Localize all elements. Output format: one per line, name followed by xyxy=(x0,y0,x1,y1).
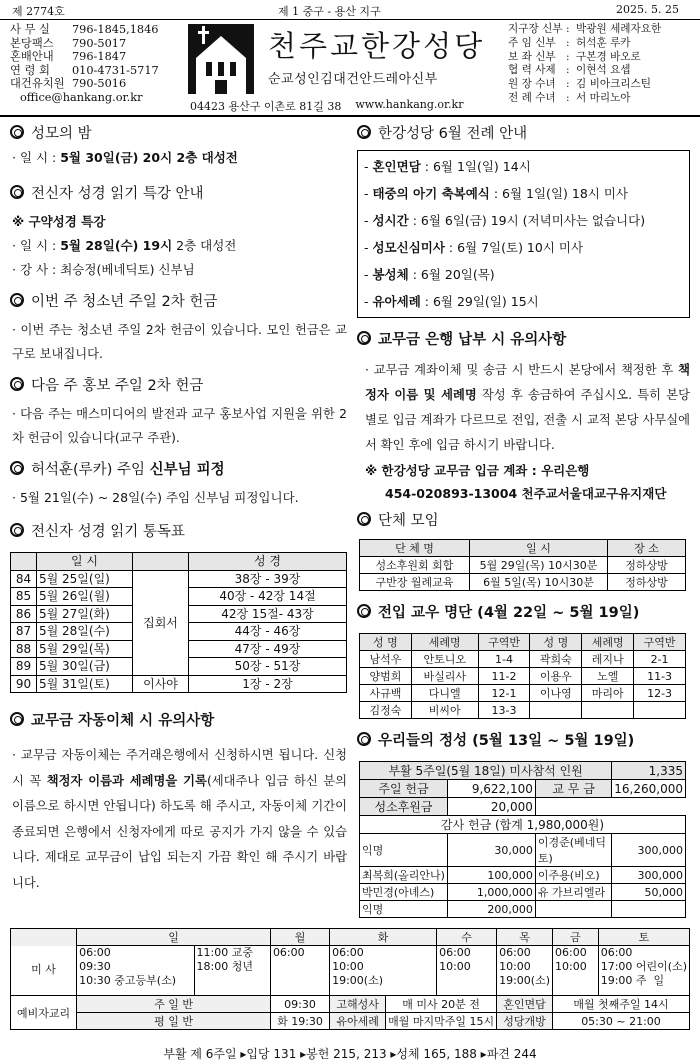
parish-name: 천주교한강성당 xyxy=(268,29,486,63)
table-row: 양범희 바실리사 11-2 이용우 노엘 11-3 xyxy=(360,668,686,685)
contact-list: 사 무 실 796-1845,1846 본당팩스 790-5017 혼배안내 796-1847 연 령 회 010-4731-5717 대건유치원 790-5016 office@hankang.or.kr xyxy=(10,23,159,104)
right-column xyxy=(357,118,690,918)
table-row: 남석우 안토니오 1-4 곽희숙 레지나 2-1 xyxy=(360,651,686,668)
list-item: - 혼인면담 : 6월 1일(일) 14시 xyxy=(364,159,531,174)
double-circle-icon xyxy=(10,125,24,139)
friday-mass: 06:00 10:00 xyxy=(553,946,599,996)
website-link[interactable]: www.hankang.or.kr xyxy=(355,98,464,111)
section-title: 교무금 은행 납부 시 유의사항 xyxy=(357,318,690,358)
bank-account-number: 454-020893-13004 천주교서울대교구유지재단 xyxy=(385,486,667,501)
section-title: 성모의 밤 xyxy=(10,118,347,144)
double-circle-icon xyxy=(10,461,24,475)
parish-motto: 순교성인김대건안드레아신부 xyxy=(268,72,438,87)
table-row: 익명 200,000 xyxy=(360,901,686,918)
list-item: - 봉성체 : 6월 20일(목) xyxy=(364,267,495,282)
table-row: 90 5월 31일(토) 이사야 1장 - 2장 xyxy=(11,675,347,693)
monday-mass: 06:00 xyxy=(270,946,329,996)
issue-number: 제 2774호 xyxy=(12,5,65,18)
table-row: 익명 30,000 이경준(베네딕토) 300,000 xyxy=(360,834,686,867)
hymn-footer: 부활 제 6주일 ▸입당 131 ▸봉헌 215, 213 ▸성체 165, 188 ▸파견 244 xyxy=(163,1047,537,1061)
section-title: 우리들의 정성 (5월 13일 ~ 5월 19일) xyxy=(357,719,690,761)
double-circle-icon xyxy=(10,293,24,307)
double-circle-icon xyxy=(10,712,24,726)
sunday-mass: 06:00 09:30 10:30 중고등부(소) xyxy=(77,946,194,996)
address-line xyxy=(190,98,463,114)
list-item: - 성모신심미사 : 6월 7일(토) 10시 미사 xyxy=(364,240,584,255)
church-logo-icon xyxy=(188,24,254,94)
address: 04423 용산구 이촌로 81길 38 xyxy=(190,100,342,113)
table-row: 86 5월 27일(화) 42장 15절- 43장 xyxy=(11,605,347,623)
book-label: 집회서 xyxy=(133,570,189,675)
bank-payment-text: · 교무금 계좌이체 및 송금 시 반드시 본당에서 책정한 후 책정자 이름 및 세례명 작성 후 송금하여 주십시오. 특히 본당별로 입금 계좌가 다르므로 전입, 전출 시 교적 본당 사무실에서 확인 후에 입금 하시기 바랍니다. xyxy=(365,363,690,452)
table-row: 구반장 월례교육 6월 5일(목) 10시30분 정하상방 xyxy=(360,574,686,591)
double-circle-icon xyxy=(357,125,371,139)
double-circle-icon xyxy=(357,604,371,618)
section-title: 전신자 성경 읽기 통독표 xyxy=(10,510,347,550)
media-collection-text: · 다음 주는 매스미디어의 발전과 교구 홍보사업 지원을 위한 2차 헌금이 있습니다(교구 주관). xyxy=(12,407,347,445)
table-row: 89 5월 30일(금) 50장 - 51장 xyxy=(11,658,347,676)
newcomer-table: 성 명 세례명 구역반 성 명 세례명 구역반 남석우 안토니오 1-4 곽희숙 레지나 2-1 양범희 바실리사 11-2 이용우 노엘 11-3 사규백 다니엘 12-1 이나영 마리아 12-3 김정숙 비씨아 13-3 xyxy=(359,633,686,719)
lecture-speaker: · 강 사 : 최승정(베네딕토) 신부님 xyxy=(12,262,195,277)
masthead-bar xyxy=(0,0,700,20)
lecture-subtitle: ※ 구약성경 특강 xyxy=(12,214,106,229)
youth-collection-text: · 이번 주는 청소년 주일 2차 헌금이 있습니다. 모인 헌금은 교구로 보내집니다. xyxy=(12,323,347,361)
lecture-time: · 일 시 : 5월 28일(수) 19시 2층 대성전 xyxy=(12,238,237,253)
double-circle-icon xyxy=(357,512,371,526)
sunday-mass-2: 11:00 교중 18:00 청년 xyxy=(194,946,270,996)
tuesday-mass: 06:00 10:00 19:00(소) xyxy=(330,946,437,996)
table-row: 사규백 다니엘 12-1 이나영 마리아 12-3 xyxy=(360,685,686,702)
list-item: - 유아세례 : 6월 29일(일) 15시 xyxy=(364,294,539,309)
retreat-text: · 5월 21일(수) ~ 28일(수) 주임 신부님 피정입니다. xyxy=(12,490,299,505)
double-circle-icon xyxy=(357,732,371,746)
table-row: 85 5월 26일(월) 40장 - 42장 14절 xyxy=(11,588,347,606)
double-circle-icon xyxy=(10,185,24,199)
masthead xyxy=(0,20,700,117)
section-title: 전입 교우 명단 (4월 22일 ~ 5월 19일) xyxy=(357,591,690,633)
list-item: - 태중의 아기 축복예식 : 6월 1일(일) 18시 미사 xyxy=(364,186,628,201)
table-row: 성소후원금 20,000 xyxy=(360,798,686,816)
staff-list: 지구장 신부 : 박광원 세례자요한 주 임 신부 : 허석훈 루카 보 좌 신부 : 구본경 바오로 협 력 사제 : 이현석 요셉 원 장 수녀 : 김 비아크리스틴 전 례 수녀 : 서 마리노아 xyxy=(508,23,662,104)
catechumen-label: 예비자교리 xyxy=(11,996,77,1030)
district: 제 1 중구 - 용산 지구 xyxy=(278,5,381,18)
mary-night-line: · 일 시 : 5월 30일(금) 20시 2층 대성전 xyxy=(12,150,238,165)
mass-schedule xyxy=(10,928,690,1030)
autopay-text: · 교무금 자동이체는 주거래은행에서 신청하시면 됩니다. 신청 시 꼭 책정자 이름과 세례명을 기록(세대주나 입금 하신 분의 이름으로 하시면 안됩니다) 하도록 해 주시고, 자동이체 기간이 종료되면 은행에서 신청자에게 따로 공지가 가지 않을 수 있습니다. 제대로 교무금이 납입 되는지 가끔 확인 해 주시기 바랍니다. xyxy=(12,748,348,890)
section-title: 다음 주 홍보 주일 2차 헌금 xyxy=(10,366,347,402)
table-row: 김정숙 비씨아 13-3 xyxy=(360,702,686,719)
offering-table xyxy=(359,761,686,918)
issue-date: 2025. 5. 25 xyxy=(616,3,679,16)
table-row: 주일 헌금 9,622,100 교 무 금 16,260,000 xyxy=(360,780,686,798)
section-title: 단체 모임 xyxy=(357,505,690,539)
double-circle-icon xyxy=(10,523,24,537)
table-row: 성소후원회 회합 5월 29일(목) 10시30분 정하상방 xyxy=(360,557,686,574)
table-row: 부활 5주일(5월 18일) 미사참석 인원 1,335 xyxy=(360,762,686,780)
section-title: 교무금 자동이체 시 유의사항 xyxy=(10,693,347,743)
group-meeting-table: 단 체 명 일 시 장 소 성소후원회 회합 5월 29일(목) 10시30분 정하상방 구반장 월례교육 6월 5일(목) 10시30분 정하상방 xyxy=(359,539,686,591)
table-row: 87 5월 28일(수) 44장 - 46장 xyxy=(11,623,347,641)
reading-schedule-table: 일 시 성 경 84 5월 25일(일) 집회서 38장 - 39장 85 5월 26일(월) 40장 - 42장 14절 86 5월 27일(화) 42장 15절- 43장 87 5월 28일(수) 44장 - 46장 88 5월 29일(목) 47장 - 49장 89 5월 30일(금) 50장 - 51장 90 5월 31일(토) 이사야 1장 - 2장 xyxy=(10,552,347,693)
section-title: 한강성당 6월 전례 안내 xyxy=(357,118,690,144)
section-title: 전신자 성경 읽기 특강 안내 xyxy=(10,170,347,212)
email-link[interactable]: office@hankang.or.kr xyxy=(20,90,143,104)
june-liturgy-box xyxy=(357,150,690,318)
table-row: 최복희(올리안나) 100,000 이주용(비오) 300,000 xyxy=(360,867,686,884)
table-row: 감사 헌금 (합계 1,980,000원) xyxy=(360,816,686,834)
section-title: 이번 주 청소년 주일 2차 헌금 xyxy=(10,282,347,318)
left-column xyxy=(10,118,347,896)
mass-schedule-table: 일 월 화 수 목 금 토 미 사 06:00 09:30 10:30 중고등부(소) 11:00 교중 18:00 청년 06:00 06:00 10:00 19:00(소) 06:00 10:00 06:00 10:00 19:00(소) 06:00 10:00 06:00 17:00 어린이(소) 19:00 주 일 예비자교리 주 일 반 09:30 고해성사 매 미사 20분 전 혼인면담 매월 첫째주일 14시 평 일 반 화 19:30 유아세례 매월 마지막주일 15시 성당개방 05:30 ~ 21:00 xyxy=(10,928,690,1030)
table-row: 88 5월 29일(목) 47장 - 49장 xyxy=(11,640,347,658)
table-row: 84 5월 25일(일) 집회서 38장 - 39장 xyxy=(11,570,347,588)
bank-account-label: ※ 한강성당 교무금 입금 계좌 : 우리은행 xyxy=(365,463,590,478)
wednesday-mass: 06:00 10:00 xyxy=(437,946,497,996)
book-label: 이사야 xyxy=(133,675,189,693)
thursday-mass: 06:00 10:00 19:00(소) xyxy=(497,946,553,996)
section-title: 허석훈(루카) 주임 신부님 피정 xyxy=(10,450,347,486)
double-circle-icon xyxy=(357,331,371,345)
mass-label: 미 사 xyxy=(11,946,77,996)
table-row: 박민경(아녜스) 1,000,000 유 가브리엘라 50,000 xyxy=(360,884,686,901)
list-item: - 성시간 : 6월 6일(금) 19시 (저녁미사는 없습니다) xyxy=(364,213,646,228)
double-circle-icon xyxy=(10,377,24,391)
saturday-mass: 06:00 17:00 어린이(소) 19:00 주 일 xyxy=(598,946,689,996)
